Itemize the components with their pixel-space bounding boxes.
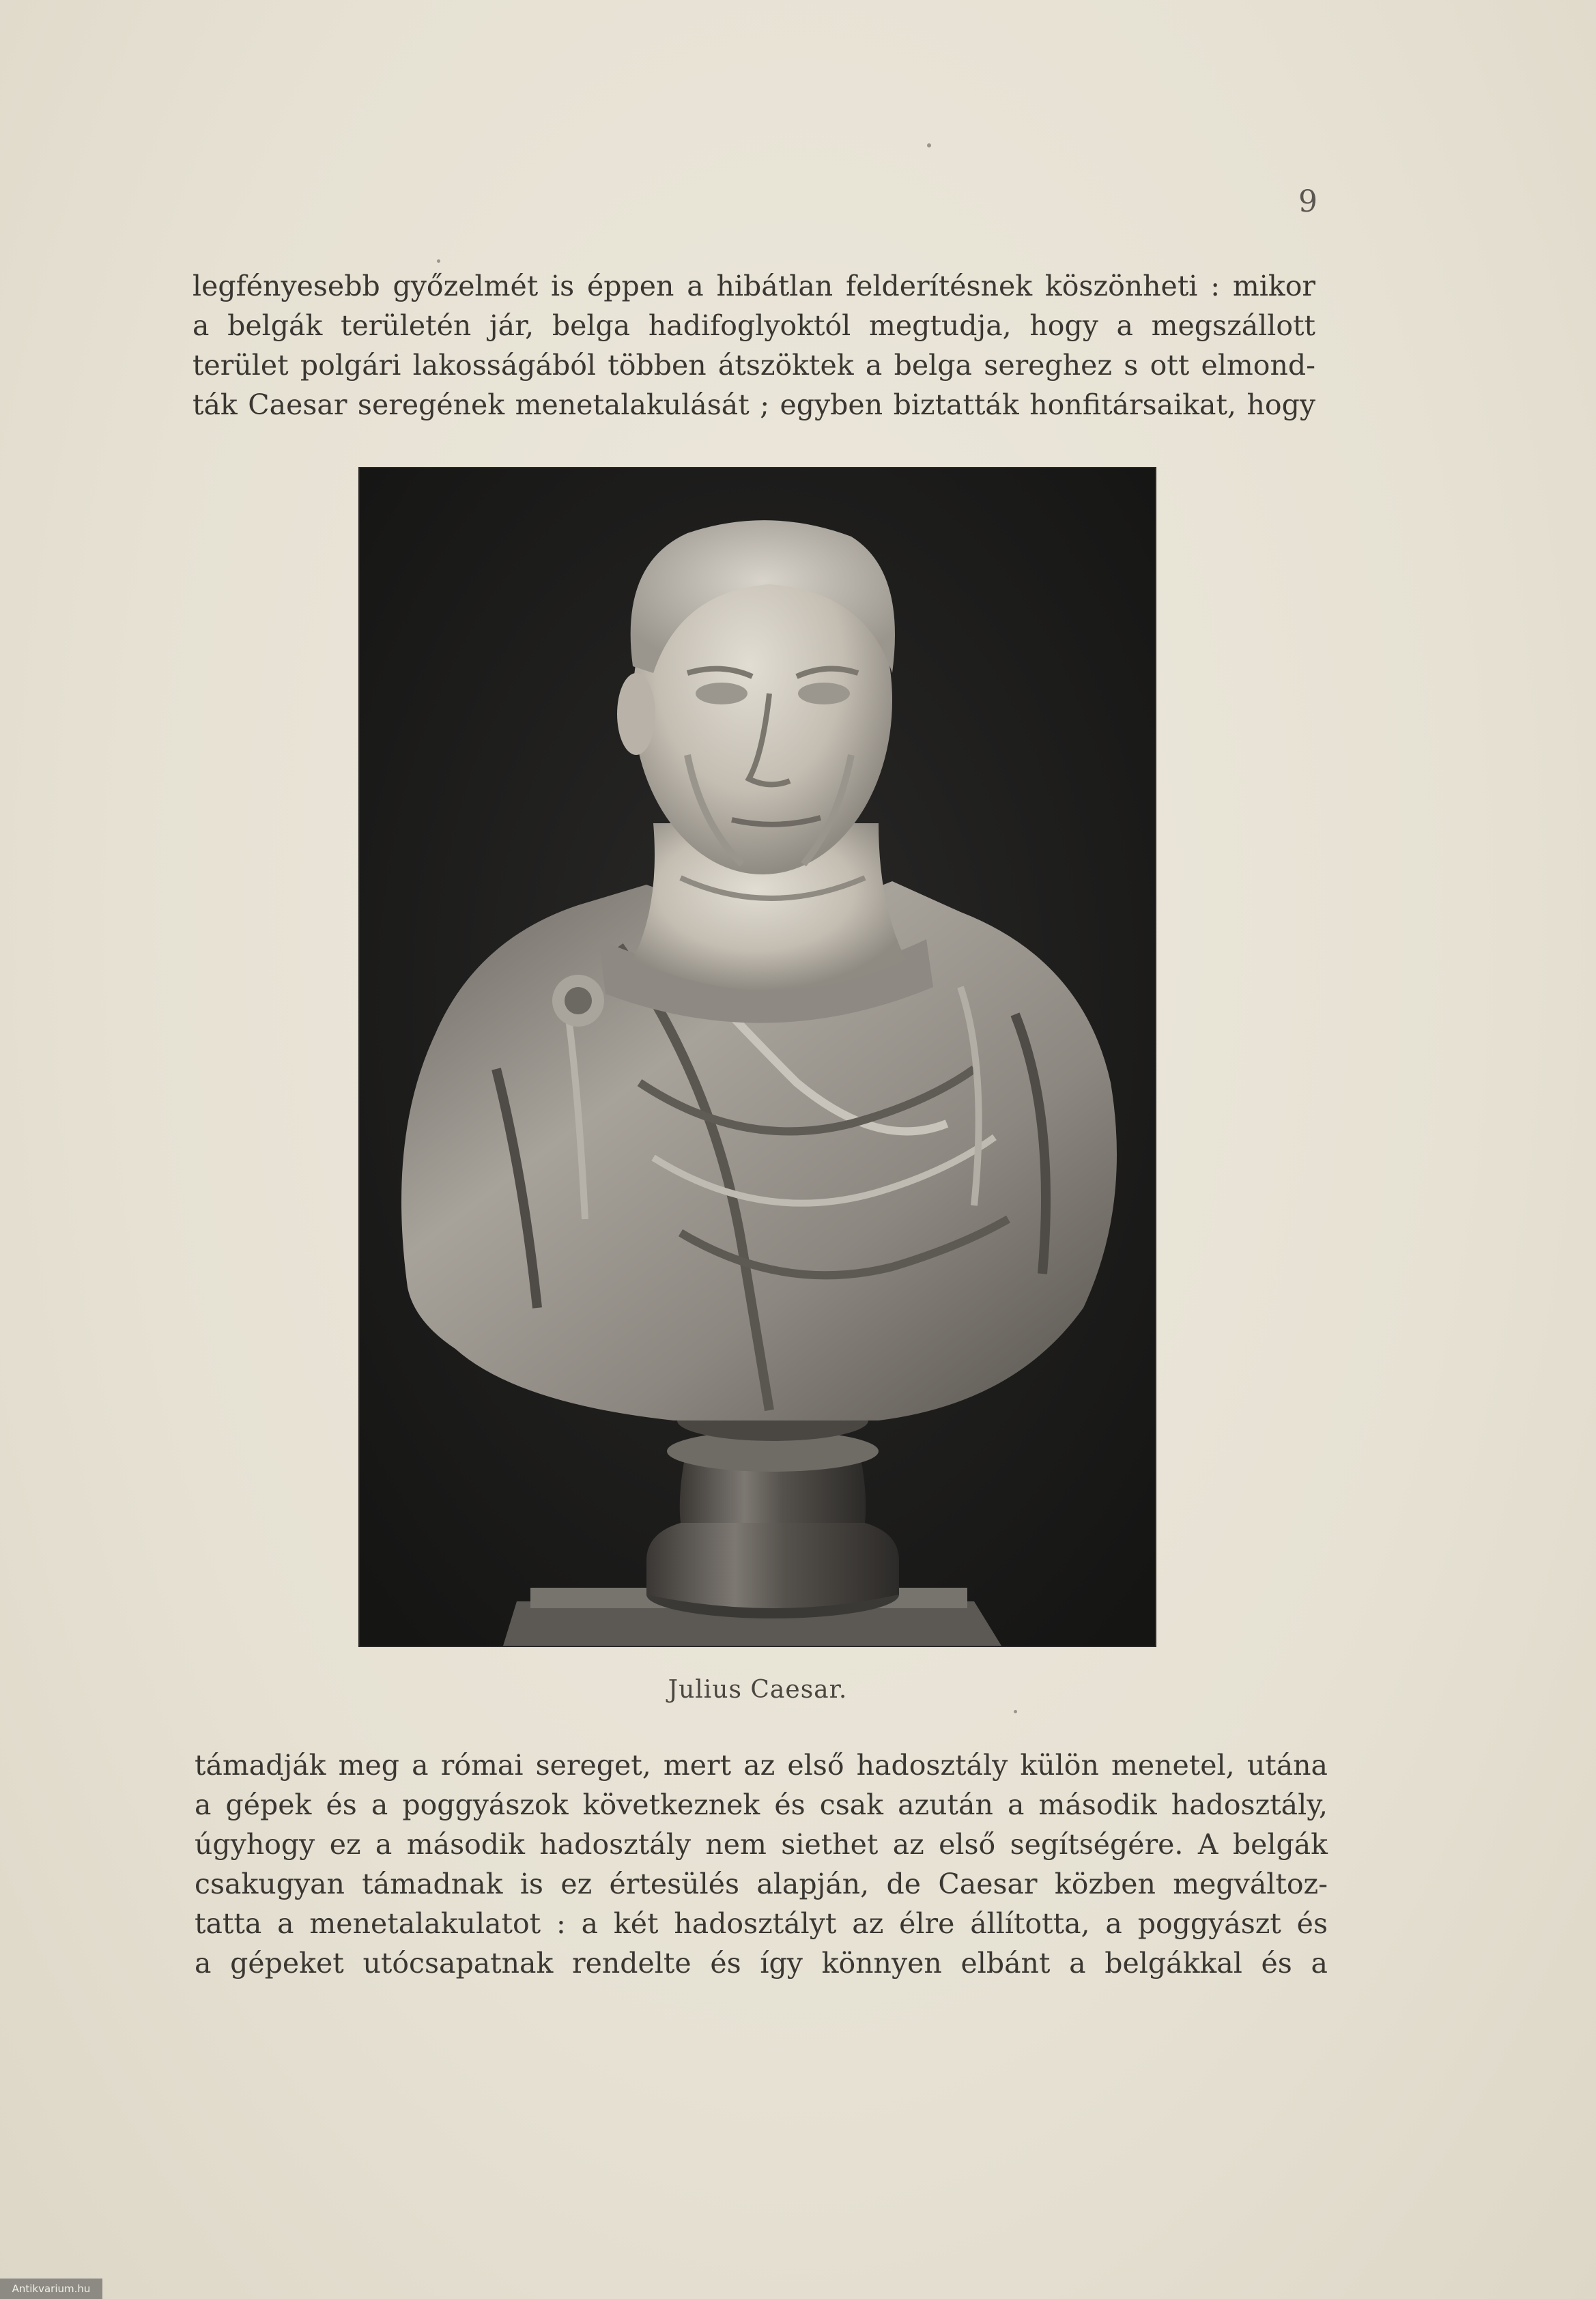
text-line: legfényesebb győzelmét is éppen a hibátlan felderítésnek köszönheti : mikor [193, 270, 1315, 302]
text-line: úgyhogy ez a második hadosztály nem siethet az első segítségére. A belgák [195, 1828, 1328, 1861]
paper-speck [1014, 1710, 1017, 1713]
bust-photograph [360, 468, 1155, 1646]
text-line: tatta a menetalakulatot : a két hadosztályt az élre állította, a poggyászt és [195, 1907, 1328, 1940]
paragraph-top [193, 266, 1315, 425]
text-line: terület polgári lakosságából többen átszöktek a belga sereghez s ott elmond- [193, 349, 1315, 382]
text-line: ták Caesar seregének menetalakulását ; egyben biztatták honfitársaikat, hogy [193, 388, 1315, 421]
text-line: a belgák területén jár, belga hadifoglyoktól megtudja, hogy a megszállott [193, 309, 1315, 342]
paper-speck [927, 143, 931, 147]
paper-speck [437, 259, 440, 263]
figure-caption: Julius Caesar. [668, 1676, 848, 1704]
page-number: 9 [1298, 184, 1317, 219]
text-line: a gépeket utócsapatnak rendelte és így könnyen elbánt a belgákkal és a [195, 1947, 1328, 1980]
bust-photograph-icon [360, 468, 1155, 1646]
text-line: a gépek és a poggyászok következnek és csak azután a második hadosztály, [195, 1788, 1328, 1821]
text-line: csakugyan támadnak is ez értesülés alapján, de Caesar közben megváltoz- [195, 1868, 1328, 1900]
watermark-logo: Antikvarium.hu [0, 2279, 102, 2299]
text-line: támadják meg a római sereget, mert az első hadosztály külön menetel, utána [195, 1749, 1328, 1782]
paragraph-bottom [195, 1745, 1328, 1983]
